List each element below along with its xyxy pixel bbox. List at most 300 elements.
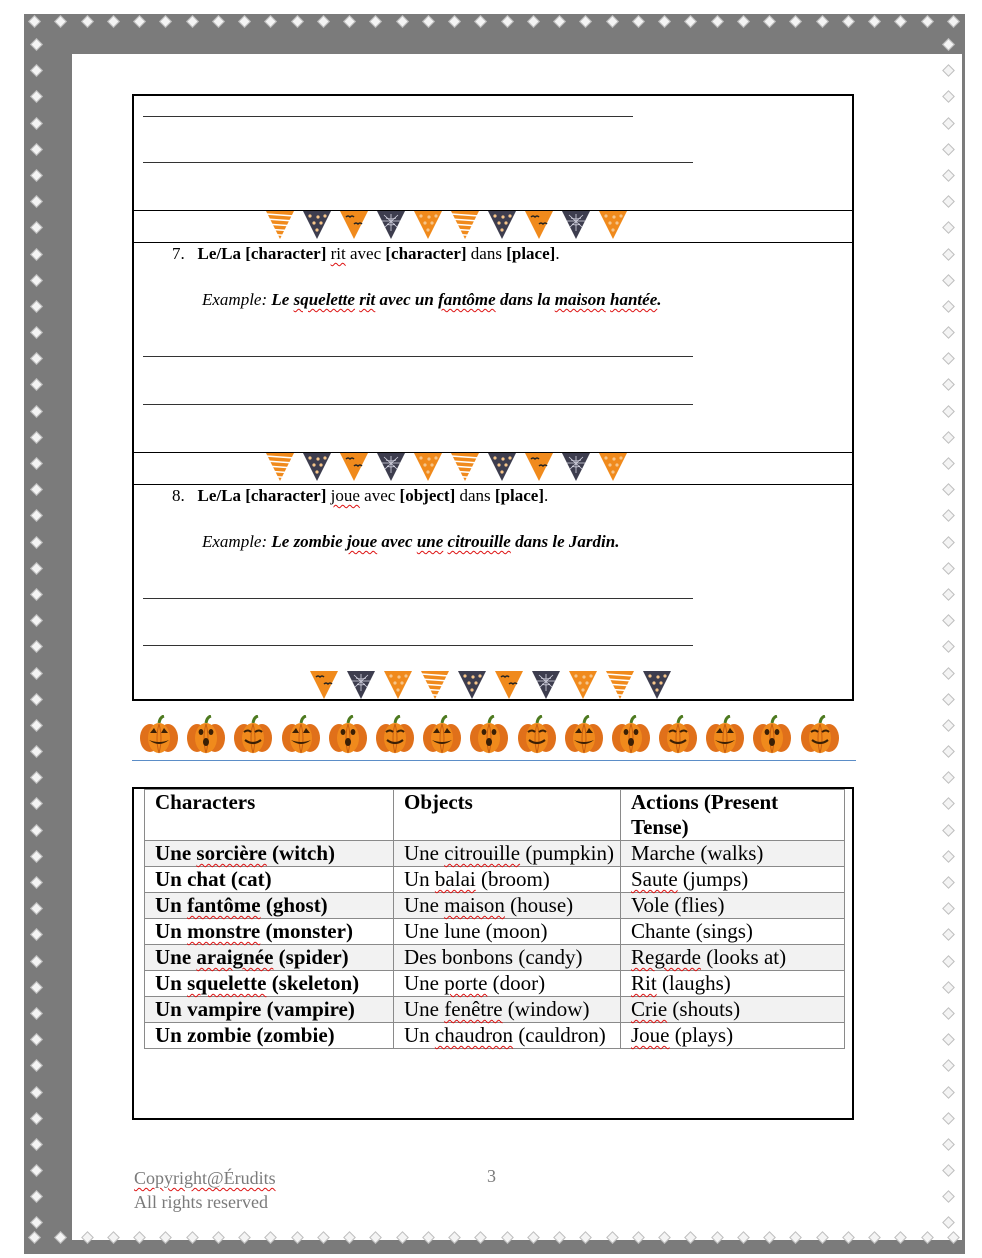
cell-text: (jumps) xyxy=(677,867,749,891)
cell-text: (pumpkin) xyxy=(520,841,614,865)
border-diamond xyxy=(81,1231,94,1244)
bunting-flag-icon xyxy=(303,453,331,481)
border-diamond xyxy=(816,15,829,28)
border-diamond xyxy=(133,1231,146,1244)
border-diamond xyxy=(942,981,955,994)
action-cell xyxy=(621,945,845,971)
cell-word: Crie xyxy=(631,997,668,1021)
header-actions xyxy=(621,790,845,841)
border-diamond xyxy=(553,1231,566,1244)
border-diamond xyxy=(942,169,955,182)
border-diamond xyxy=(30,850,43,863)
border-diamond xyxy=(527,1231,540,1244)
border-diamond xyxy=(30,536,43,549)
example-text: dans le Jardin. xyxy=(510,532,620,551)
prompt-lead: Le/La xyxy=(197,244,246,263)
placeholder-place: [place] xyxy=(506,244,556,263)
cell-text: Un xyxy=(404,1023,435,1047)
jack-o-lantern-icon xyxy=(421,715,463,755)
bunting-flag-icon xyxy=(606,671,634,699)
border-diamond xyxy=(30,824,43,837)
example-text: avec un xyxy=(375,290,439,309)
border-diamond xyxy=(30,1138,43,1151)
border-diamond xyxy=(30,169,43,182)
prompt-text: avec xyxy=(359,486,400,505)
border-diamond xyxy=(942,143,955,156)
example-word: hantée xyxy=(610,290,658,309)
border-diamond xyxy=(942,745,955,758)
cell-text: Un xyxy=(404,867,435,891)
border-diamond xyxy=(212,15,225,28)
border-diamond xyxy=(30,221,43,234)
character-cell xyxy=(145,945,394,971)
section-divider xyxy=(132,242,854,243)
jack-o-lantern-icon xyxy=(657,715,699,755)
border-diamond xyxy=(30,510,43,523)
border-diamond xyxy=(684,15,697,28)
table-header-row xyxy=(145,790,845,841)
cell-text: Un vampire (vampire) xyxy=(155,997,355,1021)
border-diamond xyxy=(30,902,43,915)
bunting-flag-icon xyxy=(525,453,553,481)
bunting-flag-icon xyxy=(599,211,627,239)
action-cell xyxy=(621,997,845,1023)
jack-o-lantern-icon xyxy=(327,715,369,755)
border-diamond xyxy=(54,1231,67,1244)
placeholder-place: [place] xyxy=(494,486,545,505)
border-diamond xyxy=(30,379,43,392)
border-diamond xyxy=(737,1231,750,1244)
border-diamond xyxy=(343,1231,356,1244)
cell-word: Regarde xyxy=(631,945,701,969)
border-diamond xyxy=(942,1112,955,1125)
border-diamond xyxy=(789,15,802,28)
bunting-flag-icon xyxy=(421,671,449,699)
border-diamond xyxy=(30,876,43,889)
border-diamond xyxy=(942,929,955,942)
border-diamond xyxy=(30,248,43,261)
border-diamond xyxy=(238,15,251,28)
border-diamond xyxy=(789,1231,802,1244)
prompt-text: dans xyxy=(466,244,507,263)
border-diamond xyxy=(30,1033,43,1046)
answer-line[interactable] xyxy=(143,645,693,646)
cell-text: Une xyxy=(404,971,445,995)
border-diamond xyxy=(30,1217,43,1230)
cell-text: (broom) xyxy=(475,867,550,891)
cell-word: monstre xyxy=(187,919,261,943)
prompt-text: . xyxy=(544,486,549,505)
border-diamond xyxy=(81,15,94,28)
border-diamond xyxy=(942,771,955,784)
example-word: fantôme xyxy=(438,290,496,309)
border-diamond xyxy=(264,15,277,28)
border-diamond xyxy=(942,1007,955,1020)
cell-word: araignée xyxy=(196,945,274,969)
border-diamond xyxy=(942,405,955,418)
example-word: joue xyxy=(346,532,378,551)
rights-text: All rights reserved xyxy=(134,1192,268,1212)
example-text: . xyxy=(657,290,662,309)
border-diamond xyxy=(942,1217,955,1230)
action-cell xyxy=(621,971,845,997)
border-diamond xyxy=(186,1231,199,1244)
object-cell xyxy=(394,971,621,997)
bunting-flag-icon xyxy=(643,671,671,699)
example-word: squelette xyxy=(293,290,355,309)
table-row xyxy=(145,997,845,1023)
cell-text: (window) xyxy=(502,997,590,1021)
prompt-7 xyxy=(172,244,560,264)
border-diamond xyxy=(30,457,43,470)
border-diamond xyxy=(28,1231,41,1244)
object-cell xyxy=(394,919,621,945)
border-diamond xyxy=(30,300,43,313)
border-diamond xyxy=(947,1231,960,1244)
jack-o-lantern-icon xyxy=(374,715,416,755)
page-number: 3 xyxy=(487,1166,496,1186)
example-label: Example: xyxy=(202,532,272,551)
cell-text: Un zombie (zombie) xyxy=(155,1023,335,1047)
border-diamond xyxy=(54,15,67,28)
border-diamond xyxy=(942,326,955,339)
border-diamonds-left xyxy=(32,40,41,1228)
object-cell xyxy=(394,997,621,1023)
border-diamond xyxy=(30,614,43,627)
border-diamond xyxy=(501,15,514,28)
bunting-flag-icon xyxy=(488,453,516,481)
border-diamond xyxy=(632,15,645,28)
example-7 xyxy=(202,290,662,310)
bunting-flag-icon xyxy=(525,211,553,239)
border-diamond xyxy=(942,955,955,968)
cell-word: porte xyxy=(444,971,488,995)
border-diamond xyxy=(942,300,955,313)
bunting-flag-icon xyxy=(458,671,486,699)
cell-text: (door) xyxy=(487,971,546,995)
border-diamond xyxy=(30,929,43,942)
action-cell xyxy=(621,841,845,867)
bunting-flag-icon xyxy=(562,211,590,239)
cell-word: Rit xyxy=(631,971,657,995)
border-diamond xyxy=(658,1231,671,1244)
cell-text: Un xyxy=(155,893,188,917)
jack-o-lantern-icon xyxy=(468,715,510,755)
border-diamond xyxy=(30,1190,43,1203)
border-diamond xyxy=(942,195,955,208)
border-diamond xyxy=(30,667,43,680)
border-diamond xyxy=(942,667,955,680)
character-cell xyxy=(145,1023,394,1049)
bunting-flag-icon xyxy=(414,211,442,239)
border-diamond xyxy=(30,91,43,104)
border-diamond xyxy=(942,1059,955,1072)
header-characters: Characters xyxy=(145,790,394,841)
example-text: Le xyxy=(271,290,294,309)
cell-text: (shouts) xyxy=(667,997,741,1021)
bunting-flag-icon xyxy=(532,671,560,699)
object-cell xyxy=(394,893,621,919)
cell-word: Saute xyxy=(631,867,678,891)
border-diamond xyxy=(842,1231,855,1244)
bunting-flag-icon xyxy=(414,453,442,481)
border-diamond xyxy=(28,15,41,28)
border-diamond xyxy=(942,248,955,261)
cell-text: (spider) xyxy=(273,945,349,969)
jack-o-lantern-icon xyxy=(799,715,841,755)
bunting-flag-icon xyxy=(266,453,294,481)
border-diamond xyxy=(711,1231,724,1244)
bunting-flag-icon xyxy=(377,453,405,481)
table-row xyxy=(145,971,845,997)
cell-text: Une xyxy=(404,841,445,865)
example-text: avec xyxy=(377,532,417,551)
border-diamond xyxy=(396,15,409,28)
border-diamond xyxy=(396,1231,409,1244)
cell-word: maison xyxy=(444,893,505,917)
cell-text: Un xyxy=(155,919,188,943)
prompt-lead: Le/La xyxy=(197,486,246,505)
border-diamond xyxy=(474,15,487,28)
jack-o-lantern-icon xyxy=(704,715,746,755)
section-divider xyxy=(132,484,854,485)
border-diamond xyxy=(30,1059,43,1072)
jack-o-lantern-icon xyxy=(232,715,274,755)
border-diamond xyxy=(737,15,750,28)
example-word: citrouille xyxy=(447,532,511,551)
border-diamond xyxy=(30,955,43,968)
border-diamond xyxy=(448,15,461,28)
character-cell xyxy=(145,919,394,945)
border-diamonds-bottom xyxy=(30,1233,958,1242)
bunting-flag-icon xyxy=(347,671,375,699)
bunting-flag-icon xyxy=(340,211,368,239)
border-diamond xyxy=(921,15,934,28)
cell-text: (laughs) xyxy=(656,971,731,995)
bunting-flag-icon xyxy=(303,211,331,239)
border-diamond xyxy=(942,902,955,915)
border-diamond xyxy=(579,1231,592,1244)
object-cell xyxy=(394,841,621,867)
border-diamond xyxy=(942,1190,955,1203)
jack-o-lantern-icon xyxy=(610,715,652,755)
copyright-text: Copyright@Érudits xyxy=(134,1168,276,1188)
border-diamond xyxy=(30,143,43,156)
border-diamond xyxy=(947,15,960,28)
cell-text: (monster) xyxy=(260,919,353,943)
cell-text: Une xyxy=(404,997,445,1021)
border-diamond xyxy=(30,195,43,208)
border-diamond xyxy=(30,1007,43,1020)
prompt-text: avec xyxy=(345,244,386,263)
answer-line[interactable] xyxy=(143,598,693,599)
worksheet-box xyxy=(132,94,854,701)
example-text: Le zombie xyxy=(271,532,347,551)
border-diamond xyxy=(684,1231,697,1244)
cell-word: squelette xyxy=(187,971,267,995)
border-diamond xyxy=(30,274,43,287)
border-diamond xyxy=(30,719,43,732)
cell-word: sorcière xyxy=(196,841,267,865)
border-diamond xyxy=(30,981,43,994)
bunting-flag-icon xyxy=(266,211,294,239)
border-diamond xyxy=(921,1231,934,1244)
cell-word: chaudron xyxy=(434,1023,514,1047)
border-diamond xyxy=(343,15,356,28)
jack-o-lantern-icon xyxy=(751,715,793,755)
character-cell xyxy=(145,997,394,1023)
border-diamond xyxy=(30,483,43,496)
prompt-number: 7. xyxy=(172,244,185,263)
border-diamond xyxy=(942,1033,955,1046)
border-diamond xyxy=(30,326,43,339)
border-diamond xyxy=(606,15,619,28)
prompt-verb: joue xyxy=(330,486,360,505)
border-diamond xyxy=(30,745,43,758)
bunting-flag-icon xyxy=(495,671,523,699)
answer-line[interactable] xyxy=(143,356,693,357)
border-diamond xyxy=(30,771,43,784)
border-diamond xyxy=(369,15,382,28)
border-diamond xyxy=(942,798,955,811)
border-diamond xyxy=(942,536,955,549)
prompt-number: 8. xyxy=(172,486,185,505)
cell-text: (ghost) xyxy=(260,893,328,917)
border-diamond xyxy=(942,876,955,889)
header-actions-line2: Tense) xyxy=(631,815,689,839)
border-diamond xyxy=(159,1231,172,1244)
cell-text: Une xyxy=(155,841,197,865)
border-diamond xyxy=(317,15,330,28)
prompt-text: dans xyxy=(455,486,495,505)
cell-text: Une xyxy=(404,893,445,917)
example-8 xyxy=(202,532,619,552)
cell-text: Une xyxy=(155,945,197,969)
border-diamond xyxy=(186,15,199,28)
border-diamond xyxy=(501,1231,514,1244)
border-diamond xyxy=(868,1231,881,1244)
example-word: une xyxy=(416,532,444,551)
border-diamond xyxy=(894,1231,907,1244)
object-cell xyxy=(394,1023,621,1049)
table-row xyxy=(145,919,845,945)
border-diamond xyxy=(317,1231,330,1244)
border-diamond xyxy=(942,693,955,706)
border-diamond xyxy=(133,15,146,28)
table-row xyxy=(145,867,845,893)
border-diamond xyxy=(238,1231,251,1244)
border-diamond xyxy=(942,588,955,601)
cell-word: fantôme xyxy=(187,893,261,917)
jack-o-lantern-icon xyxy=(280,715,322,755)
footer-copyright xyxy=(134,1166,276,1214)
border-diamond xyxy=(30,431,43,444)
answer-line[interactable] xyxy=(143,162,693,163)
bunting-flag-icon xyxy=(384,671,412,699)
cell-word: fenêtre xyxy=(444,997,503,1021)
answer-line[interactable] xyxy=(143,116,633,117)
border-diamond xyxy=(942,274,955,287)
border-diamond xyxy=(942,64,955,77)
cell-text: (skeleton) xyxy=(266,971,360,995)
action-cell xyxy=(621,893,845,919)
border-diamond xyxy=(894,15,907,28)
cell-text: (witch) xyxy=(266,841,336,865)
border-diamond xyxy=(763,1231,776,1244)
header-actions-line1: Actions (Present xyxy=(631,790,779,814)
border-diamond xyxy=(30,405,43,418)
bunting-flag-icon xyxy=(599,453,627,481)
border-diamond xyxy=(942,1164,955,1177)
border-diamond xyxy=(942,614,955,627)
border-diamond xyxy=(30,588,43,601)
border-diamond xyxy=(942,117,955,130)
table-row xyxy=(145,945,845,971)
border-diamond xyxy=(942,352,955,365)
cell-text: Des bonbons (candy) xyxy=(404,945,583,969)
border-diamond xyxy=(30,798,43,811)
jack-o-lantern-icon xyxy=(563,715,605,755)
border-diamond xyxy=(422,15,435,28)
character-cell xyxy=(145,841,394,867)
border-diamond xyxy=(606,1231,619,1244)
object-cell xyxy=(394,945,621,971)
border-diamond xyxy=(264,1231,277,1244)
table-row xyxy=(145,841,845,867)
border-diamond xyxy=(107,1231,120,1244)
border-diamond xyxy=(474,1231,487,1244)
table-row xyxy=(145,1023,845,1049)
border-diamond xyxy=(30,117,43,130)
bunting-flag-icon xyxy=(377,211,405,239)
vocabulary-table xyxy=(144,789,845,1049)
jack-o-lantern-icon xyxy=(185,715,227,755)
border-diamonds-right xyxy=(944,40,953,1228)
cell-text: (looks at) xyxy=(700,945,787,969)
example-label: Example: xyxy=(202,290,272,309)
character-cell xyxy=(145,867,394,893)
cell-text: (plays) xyxy=(669,1023,734,1047)
border-diamond xyxy=(942,483,955,496)
border-diamond xyxy=(30,1112,43,1125)
placeholder-character: [character] xyxy=(245,244,327,263)
halloween-bunting xyxy=(266,211,636,239)
border-diamond xyxy=(30,640,43,653)
header-objects: Objects xyxy=(394,790,621,841)
border-diamond xyxy=(422,1231,435,1244)
border-diamond xyxy=(942,719,955,732)
action-cell xyxy=(621,867,845,893)
character-cell xyxy=(145,971,394,997)
pumpkin-row xyxy=(138,715,846,755)
answer-line[interactable] xyxy=(143,404,693,405)
border-diamond xyxy=(942,1138,955,1151)
jack-o-lantern-icon xyxy=(138,715,180,755)
border-diamond xyxy=(942,221,955,234)
cell-text: Une lune (moon) xyxy=(404,919,548,943)
bunting-flag-icon xyxy=(340,453,368,481)
cell-text: Un chat (cat) xyxy=(155,867,272,891)
prompt-8 xyxy=(172,486,548,506)
border-diamond xyxy=(107,15,120,28)
cell-text: Un xyxy=(155,971,188,995)
border-diamond xyxy=(448,1231,461,1244)
cell-word: Joue xyxy=(631,1023,670,1047)
border-diamond xyxy=(159,15,172,28)
border-diamond xyxy=(868,15,881,28)
bunting-flag-icon xyxy=(310,671,338,699)
bunting-flag-icon xyxy=(569,671,597,699)
